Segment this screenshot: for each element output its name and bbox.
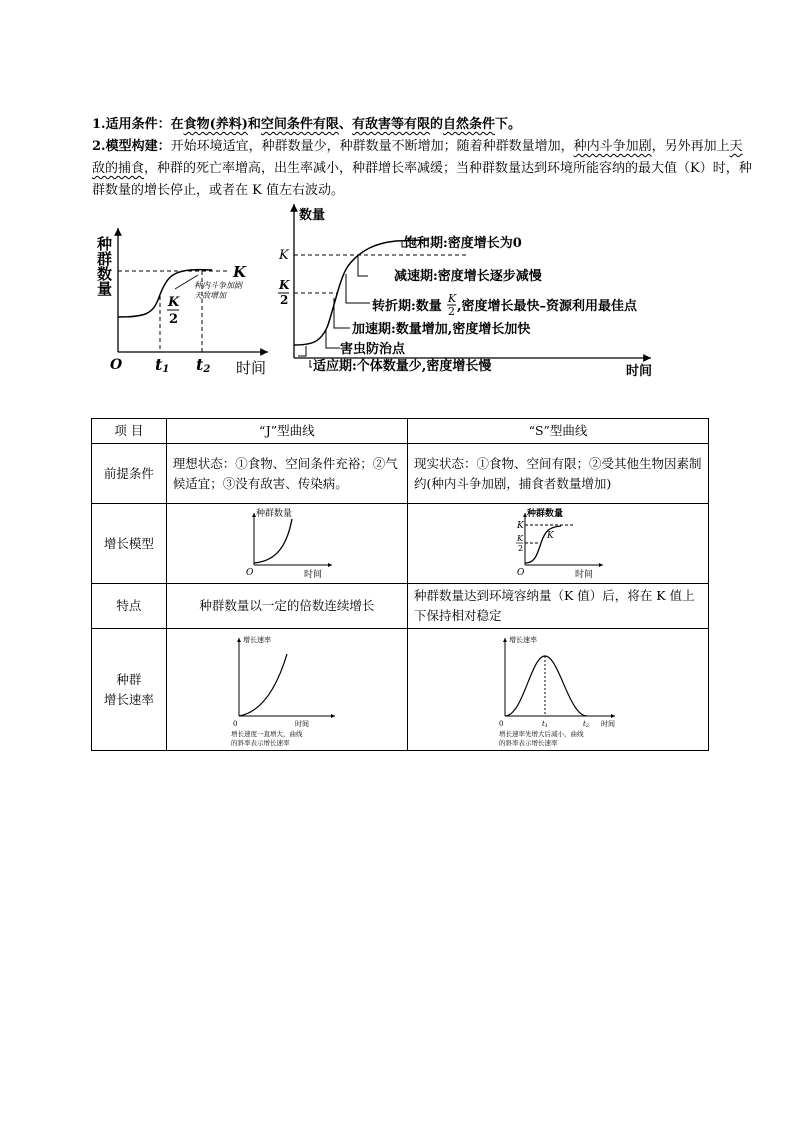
header-s: “S”型曲线: [408, 419, 709, 444]
section1-text: 、: [338, 117, 352, 132]
j-rate-caption-1: 增长速度一直增大，曲线: [230, 729, 303, 738]
s-rate-xlabel: 时间: [601, 719, 615, 728]
j-rate-chart: [217, 632, 357, 748]
left-khalf-den: 2: [169, 312, 179, 327]
rate-label-a: 种群: [116, 671, 142, 687]
phase-deceleration: 减速期:密度增长逐步减慢: [394, 269, 542, 284]
table-header-row: [92, 419, 709, 444]
section2-text: ，种群的死亡率增高，出生率减小，种群增长率减缓；当种群数量达到环境所能容纳的最大值（K）时，种群数量的增长停止，或者在 K 值左右波动。: [92, 161, 752, 198]
s-rate-t2: t2: [583, 719, 590, 729]
table-row: [92, 444, 709, 504]
left-t2: t2: [196, 355, 211, 375]
left-ylabel: 种群数量: [95, 236, 113, 296]
section-model-building: [92, 136, 752, 202]
s-model-khalf-den: 2: [518, 543, 524, 553]
right-khalf-num: K: [279, 278, 290, 292]
pest-control-point: 害虫防治点: [340, 342, 406, 357]
s-rate-caption-2: 的斜率表示增长速率: [499, 738, 558, 747]
table-row: [92, 504, 709, 584]
j-rate-xlabel: 时间: [294, 719, 309, 728]
section1-label: 1.适用条件：: [92, 117, 171, 132]
phase-acceleration: 加速期:数量增加,密度增长加快: [352, 322, 531, 337]
row-label-model: 增长模型: [92, 504, 167, 584]
section1-natural: 自然条件: [442, 117, 495, 132]
figure-s-curve-phases: [276, 200, 658, 380]
s-rate-t1: t1: [542, 719, 549, 729]
rate-j: [166, 629, 407, 751]
j-model-xlabel: 时间: [303, 569, 322, 580]
section1-space: 空间条件有限: [260, 117, 339, 132]
premise-j: 理想状态：①食物、空间条件充裕；②气候适宜；③没有敌害、传染病。: [166, 444, 407, 504]
left-note-1: 种内斗争加剧: [194, 281, 242, 290]
s-model-xlabel: 时间: [575, 569, 594, 580]
s-rate-origin: 0: [499, 719, 504, 728]
j-model-origin: O: [245, 567, 254, 578]
premise-s: 现实状态：①食物、空间有限；②受其他生物因素制约(种内斗争加剧，捕食者数量增加): [408, 444, 709, 504]
j-rate-ylabel: 增长速率: [242, 635, 271, 644]
table-row: [92, 629, 709, 751]
left-xlabel: 时间: [236, 359, 267, 377]
table-row: [92, 584, 709, 629]
phase-adaptation: 适应期:个体数量少,密度增长慢: [313, 359, 492, 374]
section-applicable-conditions: [92, 114, 752, 136]
section2-label: 2.模型构建：: [92, 139, 171, 154]
section1-text: 在: [170, 117, 184, 132]
header-item: 项 目: [92, 419, 167, 444]
phase-turning-den: 2: [448, 305, 455, 318]
row-label-premise: 前提条件: [92, 444, 167, 504]
section1-enemy: 有敌害等有限: [351, 117, 430, 132]
header-j: “J”型曲线: [166, 419, 407, 444]
left-t1: t1: [155, 355, 170, 375]
s-model-khalf-num: K: [517, 533, 523, 543]
rate-label-b: 增长速率: [103, 691, 154, 707]
section1-text: 和: [247, 117, 261, 132]
j-rate-origin: 0: [232, 719, 238, 728]
feature-j: 种群数量以一定的倍数连续增长: [166, 584, 407, 629]
rate-s: [408, 629, 709, 751]
right-xlabel: 时间: [626, 364, 653, 379]
right-khalf-den: 2: [280, 293, 289, 307]
right-ylabel: 数量: [299, 208, 326, 223]
s-rate-caption-1: 增长速率先增大后减小，曲线: [499, 729, 584, 738]
s-curve-chart: [503, 507, 613, 581]
figure-s-curve-left: [90, 222, 275, 380]
comparison-table: [91, 418, 709, 751]
left-note-2: 天敌增加: [194, 291, 226, 300]
phase-saturation: 饱和期:密度增长为0: [404, 236, 522, 251]
model-j: [166, 504, 407, 584]
left-k: K: [233, 263, 247, 281]
left-origin: O: [110, 357, 123, 373]
phase-turning: 转折期:数量: [372, 299, 442, 314]
feature-s: 种群数量达到环境容纳量（K 值）后，将在 K 值上下保持相对稳定: [408, 584, 709, 629]
s-rate-ylabel: 增长速率: [509, 635, 537, 644]
section2-compete: 种内斗争加剧: [573, 139, 652, 154]
j-rate-caption-2: 的斜率表示增长速率: [230, 738, 290, 747]
section1-food: 食物(养料): [183, 117, 248, 132]
section1-text: 的: [429, 117, 443, 132]
s-model-k: K: [517, 520, 524, 531]
section1-text: 下。: [495, 117, 522, 132]
model-s: [408, 504, 709, 584]
s-rate-chart: [483, 632, 633, 748]
s-model-k-curve: K: [547, 530, 554, 541]
left-khalf-num: K: [168, 295, 180, 310]
section2-text: 开始环境适宜，种群数量少，种群数量不断增加；随着种群数量增加，: [170, 139, 574, 154]
s-model-origin: O: [517, 567, 525, 578]
j-curve-chart: [232, 507, 342, 581]
right-k: K: [279, 248, 289, 263]
phase-turning-num: K: [448, 292, 457, 305]
row-label-rate: [92, 629, 167, 751]
section2-predator: 天敌的捕食: [92, 139, 743, 176]
j-model-ylabel: 种群数量: [255, 508, 292, 519]
s-model-ylabel: 种群数量: [527, 508, 564, 519]
row-label-feature: 特点: [92, 584, 167, 629]
phase-turning-rest: ,密度增长最快–资源利用最佳点: [457, 299, 638, 314]
section2-text: ，另外再加上: [651, 139, 730, 154]
